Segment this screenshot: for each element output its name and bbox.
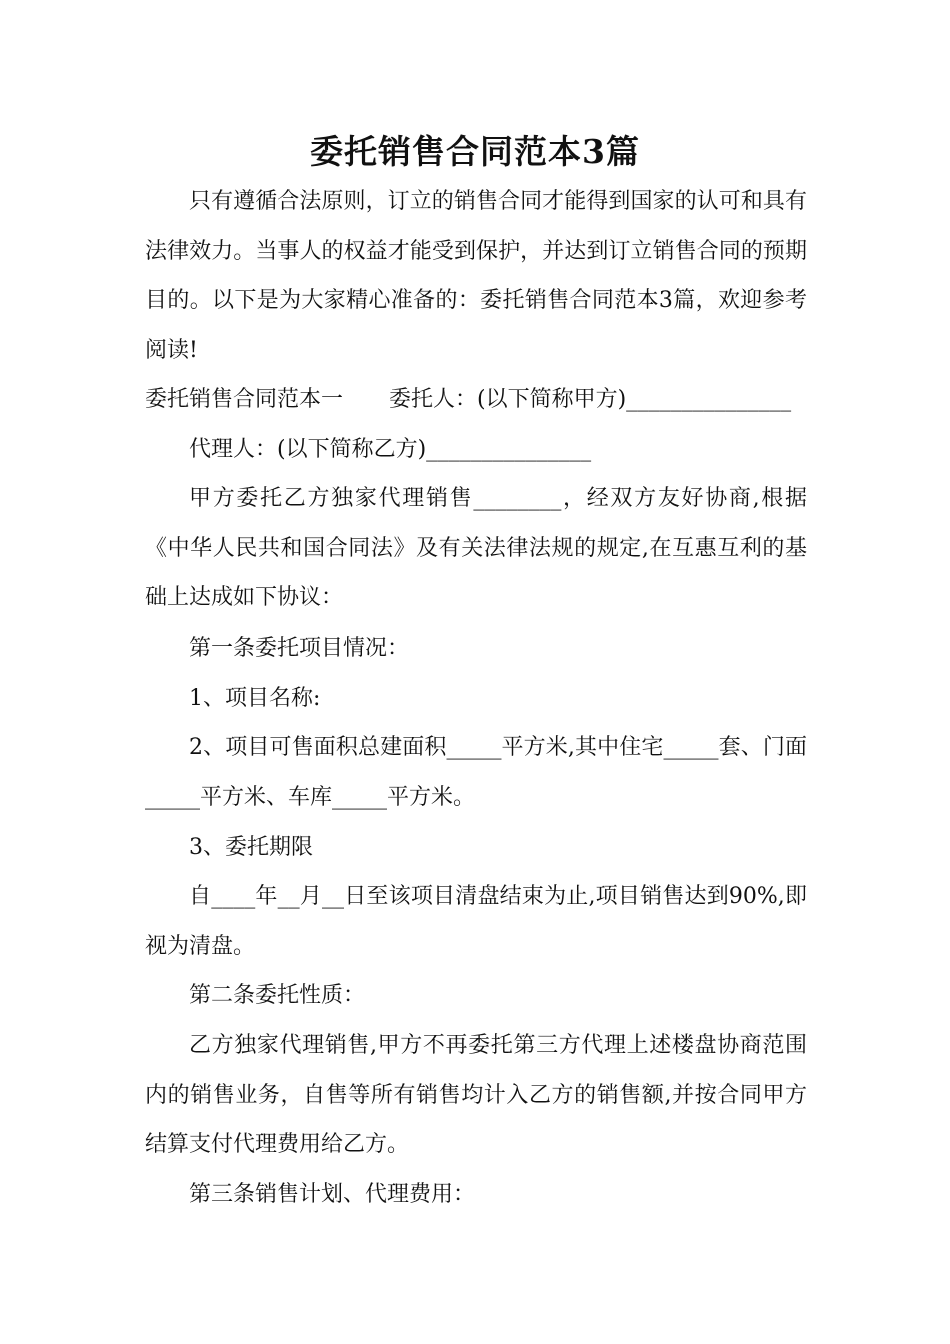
item3-period: 3、委托期限	[189, 835, 313, 860]
period-text: 自____年__月__日至该项目清盘结束为止,项目销售达到90%,即视为清盘。	[145, 884, 807, 959]
intro-paragraph: 只有遵循合法原则，订立的销售合同才能得到国家的认可和具有法律效力。当事人的权益才能受到保护，并达到订立销售合同的预期目的。以下是为大家精心准备的：委托销售合同范本3篇，欢迎参考阅读!	[145, 189, 807, 363]
article2-title: 第二条委托性质：	[189, 983, 366, 1008]
article1-title: 第一条委托项目情况：	[189, 636, 410, 661]
document-title: 委托销售合同范本3篇	[310, 132, 640, 171]
item1-project-name: 1、项目名称:	[189, 686, 321, 711]
agreement-intro-paragraph: 甲方委托乙方独家代理销售________，经双方友好协商,根据《中华人民共和国合同法》及有关法律法规的规定,在互惠互利的基础上达成如下协议：	[145, 486, 807, 610]
article2-body: 乙方独家代理销售,甲方不再委托第三方代理上述楼盘协商范围内的销售业务，自售等所有销售均计入乙方的销售额,并按合同甲方结算支付代理费用给乙方。	[145, 1033, 807, 1157]
section-heading: 委托销售合同范本一	[145, 387, 344, 412]
item2-saleable-area: 2、项目可售面积总建面积_____平方米,其中住宅_____套、门面_____平方米、车库_____平方米。	[145, 735, 807, 810]
agent-line: 代理人：(以下简称乙方)_______________	[189, 437, 592, 462]
client-line: 委托人：(以下简称甲方)_______________	[389, 387, 792, 412]
article3-title: 第三条销售计划、代理费用：	[189, 1182, 476, 1207]
